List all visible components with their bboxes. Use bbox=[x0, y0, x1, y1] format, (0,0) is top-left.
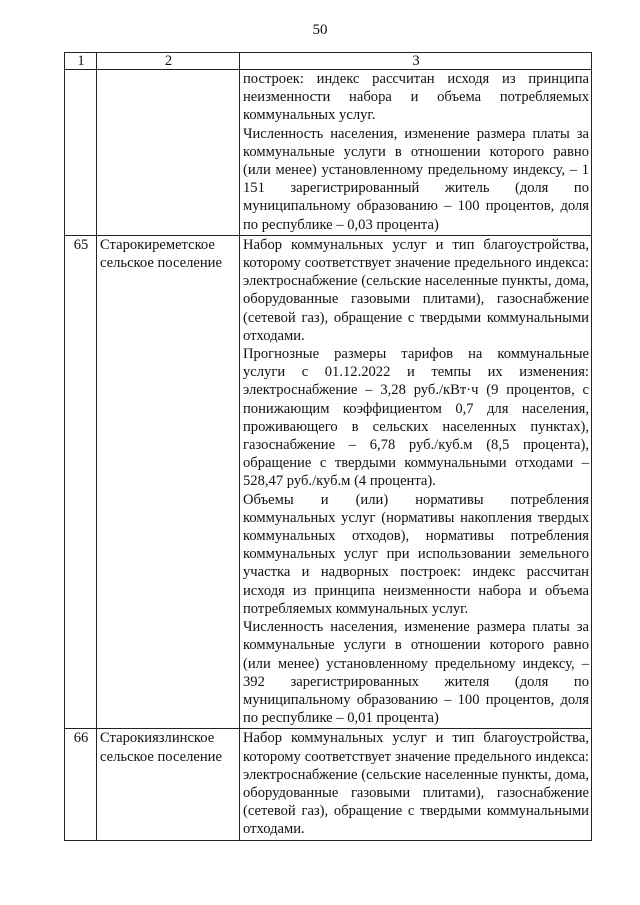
table-row bbox=[65, 729, 592, 840]
description-paragraph: Численность населения, изменение размера платы за коммунальные услуги в отношении которого равно (или менее) установленному предельному индексу, – 1 151 зарегистрированный житель (доля по муниципальному образованию – 100 процентов, доля по республике – 0,03 процента) bbox=[243, 125, 589, 233]
municipality-name: Старокиязлинское сельское поселение bbox=[97, 729, 240, 840]
table-row bbox=[65, 235, 592, 728]
column-header-municipality: 2 bbox=[97, 53, 240, 70]
description-paragraph: построек: индекс рассчитан исходя из принципа неизменности набора и объема потребляемых коммунальных услуг. bbox=[243, 71, 589, 124]
table-row bbox=[65, 70, 592, 236]
description-paragraph: Набор коммунальных услуг и тип благоустройства, которому соответствует значение предельного индекса: электроснабжение (сельские населенные пункты, дома, оборудованные газовыми плитами), газоснабжение (сетевой газ), обращение с твердыми коммунальными отходами. bbox=[243, 730, 589, 838]
description-paragraph: Объемы и (или) нормативы потребления коммунальных услуг (нормативы накопления твердых коммунальных отходов), нормативы потребления коммунальных услуг при использовании земельного участка и надворных построек: индекс рассчитан исходя из принципа неизменности набора и объема потребляемых коммунальных услуг. bbox=[243, 491, 589, 617]
row-number: 66 bbox=[65, 729, 97, 840]
description-cell bbox=[240, 70, 592, 236]
column-header-number: 1 bbox=[65, 53, 97, 70]
row-number: 65 bbox=[65, 235, 97, 728]
description-cell bbox=[240, 235, 592, 728]
municipal-index-table bbox=[64, 52, 592, 841]
description-paragraph: Прогнозные размеры тарифов на коммунальные услуги с 01.12.2022 и темпы их изменения: электроснабжение – 3,28 руб./кВт·ч (9 процентов, с понижающим коэффициентом 0,7 для населения, проживающего в сельских населенных пунктах), газоснабжение – 6,78 руб./куб.м (8,5 процента), обращение с твердыми коммунальными отходами – 528,47 руб./куб.м (4 процента). bbox=[243, 346, 589, 490]
description-cell bbox=[240, 729, 592, 840]
municipality-name: Старокиреметское сельское поселение bbox=[97, 235, 240, 728]
page-number: 50 bbox=[312, 22, 328, 38]
municipality-name bbox=[97, 70, 240, 236]
description-paragraph: Численность населения, изменение размера платы за коммунальные услуги в отношении которого равно (или менее) установленному предельному индексу, – 392 зарегистрированных жителя (доля по муниципальному образованию – 100 процентов, доля по республике – 0,01 процента) bbox=[243, 619, 589, 727]
table-header-row bbox=[65, 53, 592, 70]
column-header-description: 3 bbox=[240, 53, 592, 70]
row-number bbox=[65, 70, 97, 236]
description-paragraph: Набор коммунальных услуг и тип благоустройства, которому соответствует значение предельного индекса: электроснабжение (сельские населенные пункты, дома, оборудованные газовыми плитами), газоснабжение (сетевой газ), обращение с твердыми коммунальными отходами. bbox=[243, 236, 589, 344]
